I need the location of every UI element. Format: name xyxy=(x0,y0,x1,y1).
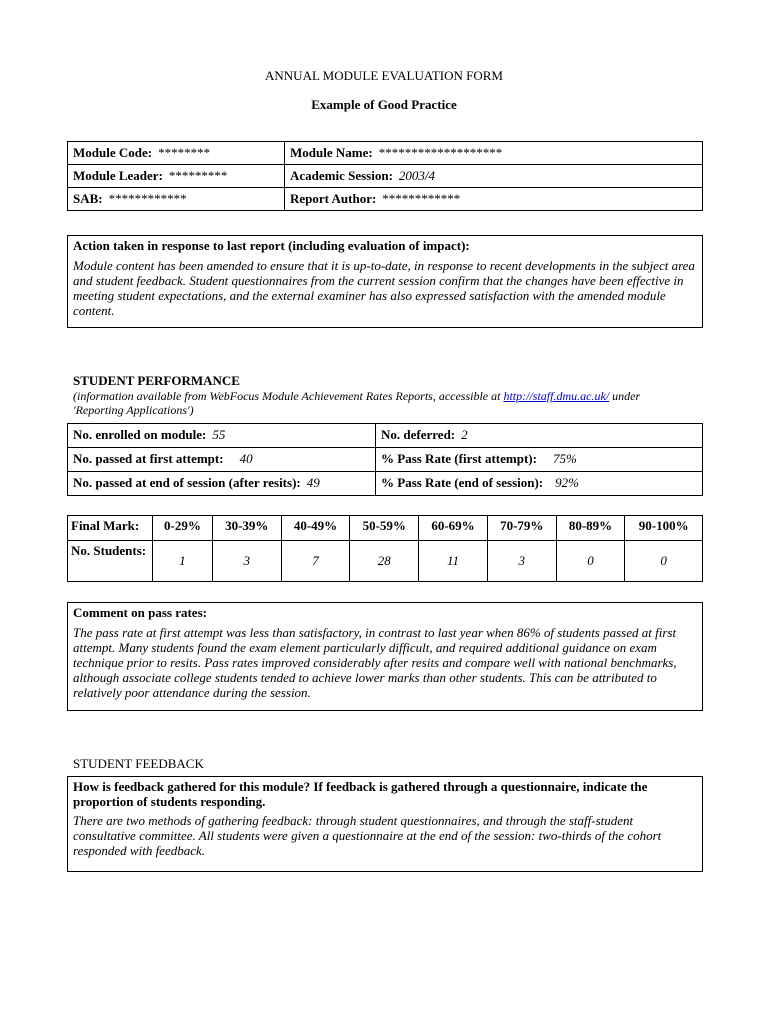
sab-cell xyxy=(68,188,285,211)
pass-rates-heading: Comment on pass rates: xyxy=(73,605,207,620)
form-title: ANNUAL MODULE EVALUATION FORM xyxy=(265,68,503,83)
sab-value: ************ xyxy=(108,191,187,206)
passed-end-value: 49 xyxy=(306,475,320,490)
module-code-value: ******** xyxy=(158,145,211,160)
enrolled-label: No. enrolled on module: xyxy=(73,427,207,442)
module-info-table xyxy=(67,141,703,211)
student-performance-heading: STUDENT PERFORMANCE xyxy=(73,373,240,388)
deferred-label: No. deferred: xyxy=(381,427,456,442)
action-taken-heading: Action taken in response to last report (including evaluation of impact): xyxy=(73,238,470,253)
pass-rate-end-cell xyxy=(376,472,703,496)
student-feedback-heading: STUDENT FEEDBACK xyxy=(73,756,204,771)
report-author-cell xyxy=(285,188,703,211)
academic-session-value: 2003/4 xyxy=(398,168,436,183)
module-name-label: Module Name: xyxy=(290,145,373,160)
module-leader-value: ********* xyxy=(168,168,228,183)
count-80-89: 0 xyxy=(556,541,625,582)
count-30-39: 3 xyxy=(212,541,281,582)
count-50-59: 28 xyxy=(350,541,419,582)
table-row xyxy=(68,165,703,188)
count-60-69: 11 xyxy=(419,541,488,582)
report-author-label: Report Author: xyxy=(290,191,377,206)
deferred-cell xyxy=(376,424,703,448)
pass-rate-end-label: % Pass Rate (end of session): xyxy=(381,475,544,490)
deferred-value: 2 xyxy=(461,427,468,442)
staff-portal-link[interactable]: http://staff.dmu.ac.uk/ xyxy=(503,389,610,403)
report-author-value: ************ xyxy=(382,191,461,206)
module-code-cell xyxy=(68,142,285,165)
note-suffix: under 'Reporting Applications') xyxy=(73,389,641,417)
module-name-value: ******************* xyxy=(378,145,503,160)
enrolled-value: 55 xyxy=(212,427,226,442)
student-performance-table xyxy=(67,423,703,496)
passed-first-value: 40 xyxy=(239,451,253,466)
count-0-29: 1 xyxy=(153,541,213,582)
feedback-question: How is feedback gathered for this module? If feedback is gathered through a questionnaire, indicate the proportion of students responding. xyxy=(73,779,648,809)
pass-rate-end-value: 92% xyxy=(555,475,579,490)
band-40-49: 40-49% xyxy=(281,516,350,541)
note-prefix: (information available from WebFocus Module Achievement Rates Reports, accessible at xyxy=(73,389,501,403)
final-mark-label: Final Mark: xyxy=(68,516,153,541)
pass-rates-text: The pass rate at first attempt was less than satisfactory, in contrast to last year when 86% of students passed at first attempt. Many students found the exam element particularly difficult, and required additional guidance on exam technique prior to resits. Pass rates improved considerably after resits and compare well with national benchmarks, although associate college students tended to achieve lower marks than other students. This can be attributed to relatively poor attendance during the session. xyxy=(73,625,677,700)
no-students-label: No. Students: xyxy=(68,541,153,582)
band-50-59: 50-59% xyxy=(350,516,419,541)
passed-end-label: No. passed at end of session (after resits): xyxy=(73,475,301,490)
sab-label: SAB: xyxy=(73,191,103,206)
module-name-cell xyxy=(285,142,703,165)
module-leader-cell xyxy=(68,165,285,188)
final-marks-table xyxy=(67,515,703,582)
table-row xyxy=(68,472,703,496)
band-0-29: 0-29% xyxy=(153,516,213,541)
count-90-100: 0 xyxy=(625,541,703,582)
academic-session-label: Academic Session: xyxy=(290,168,393,183)
form-subtitle: Example of Good Practice xyxy=(311,97,457,112)
table-row xyxy=(68,516,703,541)
band-70-79: 70-79% xyxy=(487,516,556,541)
band-90-100: 90-100% xyxy=(625,516,703,541)
action-taken-box xyxy=(67,235,703,328)
action-taken-text: Module content has been amended to ensure that it is up-to-date, in response to recent developments in the subject area and student feedback. Student questionnaires from the current session confirm that the changes have been effective in meeting student expectations, and the external examiner has also expressed satisfaction with the amended module content. xyxy=(73,258,695,318)
table-row xyxy=(68,142,703,165)
band-60-69: 60-69% xyxy=(419,516,488,541)
table-row xyxy=(68,448,703,472)
academic-session-cell xyxy=(285,165,703,188)
module-code-label: Module Code: xyxy=(73,145,153,160)
pass-rate-first-label: % Pass Rate (first attempt): xyxy=(381,451,537,466)
count-40-49: 7 xyxy=(281,541,350,582)
count-70-79: 3 xyxy=(487,541,556,582)
table-row xyxy=(68,541,703,582)
feedback-answer: There are two methods of gathering feedback: through student questionnaires, and through the staff-student consultative committee. All students were given a questionnaire at the end of the session: two-thirds of the cohort responded with feedback. xyxy=(73,813,662,858)
passed-first-cell xyxy=(68,448,376,472)
pass-rates-comment-box xyxy=(67,602,703,711)
module-leader-label: Module Leader: xyxy=(73,168,163,183)
table-row xyxy=(68,424,703,448)
band-80-89: 80-89% xyxy=(556,516,625,541)
student-feedback-box xyxy=(67,776,703,872)
band-30-39: 30-39% xyxy=(212,516,281,541)
passed-end-cell xyxy=(68,472,376,496)
student-performance-note xyxy=(73,389,693,417)
pass-rate-first-value: 75% xyxy=(552,451,577,466)
table-row xyxy=(68,188,703,211)
enrolled-cell xyxy=(68,424,376,448)
passed-first-label: No. passed at first attempt: xyxy=(73,451,224,466)
pass-rate-first-cell xyxy=(376,448,703,472)
